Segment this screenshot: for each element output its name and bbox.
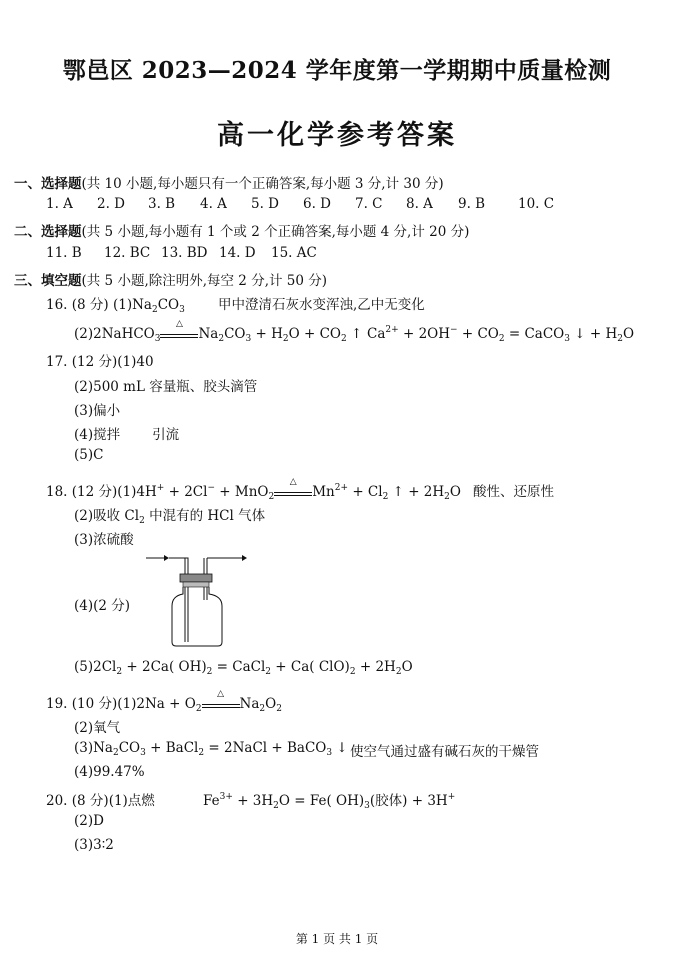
answer-8: 8. A [406,196,433,212]
page-footer: 第 1 页 共 1 页 [295,932,379,946]
q17-line-5: (5)C [74,447,104,463]
q16-phenomenon: 甲中澄清石灰水变浑浊,乙中无变化 [218,297,425,313]
answer-3: 3. B [148,196,176,212]
heat-condition-mark: △ [274,490,312,496]
answer-13: 13. BD [161,245,208,261]
q20-line-3: (3)3∶2 [74,837,114,853]
page-subtitle: 高一化学参考答案 [217,120,457,151]
q18-property: 酸性、还原性 [473,484,554,500]
section-2-header: 二、选择题(共 5 小题,每小题有 1 个或 2 个正确答案,每小题 4 分,计 20 分) [14,224,470,240]
q17-line-1: 17. (12 分)(1)40 [46,354,154,370]
q19-method: 使空气通过盛有碱石灰的干燥管 [350,744,539,760]
q16-equation-1: (2)2NaHCO$_3$ △ $Na_2CO_3 + H_2O + CO_2$ ↑ [74,318,363,344]
answer-1: 1. A [46,196,73,212]
q17-line-2: (2)500 mL 容量瓶、胶头滴管 [74,379,258,395]
q19-line-4: (4)99.47% [74,764,145,780]
section-1-answers [46,196,554,212]
q17-line-3: (3)偏小 [74,403,121,419]
gas-washing-bottle-diagram [142,550,252,650]
q18-line-1: 18. (12 分)(1)4H+ + 2Cl− + MnO$_2$ △ $Mn^{2+} + Cl_2$ ↑ + $2H_2O$ [46,476,461,502]
answer-2: 2. D [97,196,125,212]
answer-7: 7. C [355,196,383,212]
answer-15: 15. AC [271,245,317,261]
q18-line-3: (3)浓硫酸 [74,532,134,548]
q19-line-3: $(3)Na_2CO_3$ + BaCl$_2$ = 2NaCl + BaCO$_3$ ↓ [74,740,348,758]
heat-condition-mark: △ [160,332,198,338]
answer-9: 9. B [458,196,486,212]
page-title: 鄂邑区 2023—2024 学年度第一学期期中质量检测 [62,57,612,84]
section-1-header: 一、选择题(共 10 小题,每小题只有一个正确答案,每小题 3 分,计 30 分) [14,176,444,192]
q19-line-2: (2)氧气 [74,720,121,736]
answer-4: 4. A [200,196,227,212]
q20-hydrolysis-equation: $Fe^{3+} + 3H_2O = Fe$( $OH)_3$(胶体) + 3H+ [203,792,456,811]
answer-5: 5. D [251,196,279,212]
q20-line-1: 20. (8 分)(1)点燃 [46,793,155,809]
heat-condition-mark: △ [202,702,240,708]
section-3-header: 三、填空题(共 5 小题,除注明外,每空 2 分,计 50 分) [14,273,328,289]
answer-12: 12. BC [104,245,151,261]
q16-ionic-equation: $Ca^{2+} + 2OH^- + CO_2$ = CaCO$_3$ ↓ + $H_2O$ [367,325,635,344]
q18-line-2: (2)吸收 $Cl_2$ 中混有的 HCl 气体 [74,508,266,526]
answer-10: 10. C [518,196,555,212]
q20-line-2: (2)D [74,813,104,829]
q16-line-1: 16. (8 分) $(1)Na_2CO_3$ [46,297,185,315]
answer-11: 11. B [46,245,82,261]
q17-line-4: (4)搅拌 引流 [74,427,180,443]
q18-line-4: (4)(2 分) [74,598,131,614]
q19-line-1: 19. (10 分)$(1)2Na + O_2$ △ $Na_2O_2$ [46,688,282,714]
answer-6: 6. D [303,196,331,212]
answer-14: 14. D [219,245,256,261]
q18-line-5: $(5)2Cl_2 + 2Ca$( $OH)_2$ = CaCl$_2$ + Ca( $ClO)_2 + 2H_2O$ [74,659,413,677]
section-2-answers [46,245,317,261]
